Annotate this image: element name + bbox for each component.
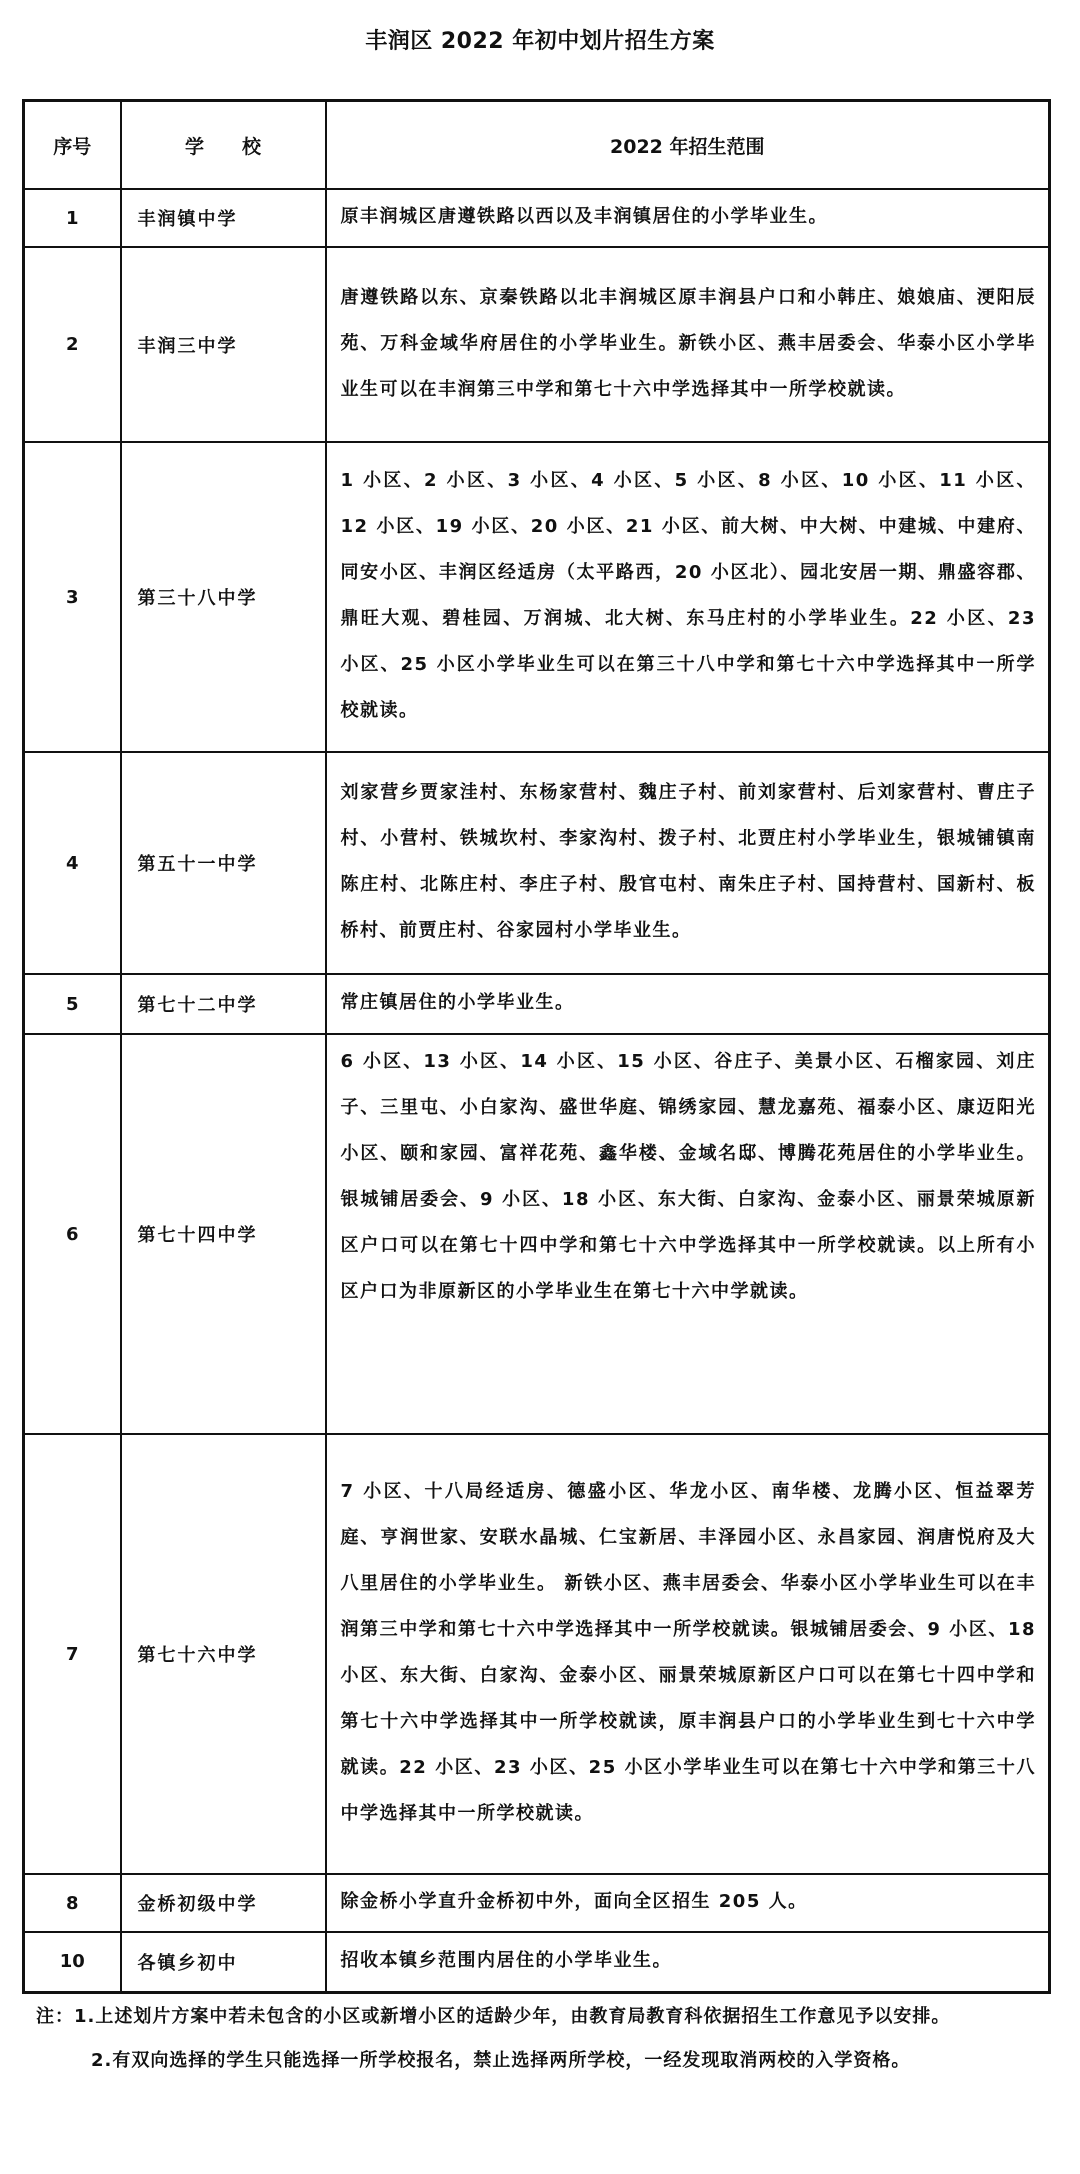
row-index: 4 (24, 752, 121, 974)
row-scope: 常庄镇居住的小学毕业生。 (326, 974, 1050, 1034)
notes-section (36, 1995, 1046, 2083)
row-school: 第七十二中学 (121, 974, 326, 1034)
header-scope: 2022 年招生范围 (326, 101, 1050, 190)
document-title: 丰润区 2022 年初中划片招生方案 (365, 29, 715, 54)
row-scope: 1 小区、2 小区、3 小区、4 小区、5 小区、8 小区、10 小区、11 小区、12 小区、19 小区、20 小区、21 小区、前大树、中大树、中建城、中建府、同安小区、丰润区经适房（太平路西，20 小区北）、园北安居一期、鼎盛容郡、鼎旺大观、碧桂园、万润城、北大树、东马庄村的小学毕业生。22 小区、23 小区、25 小区小学毕业生可以在第三十八中学和第七十六中学选择其中一所学校就读。 (326, 442, 1050, 752)
table-row (24, 1034, 1050, 1434)
row-scope: 6 小区、13 小区、14 小区、15 小区、谷庄子、美景小区、石榴家园、刘庄子、三里屯、小白家沟、盛世华庭、锦绣家园、慧龙嘉苑、福泰小区、康迈阳光小区、颐和家园、富祥花苑、鑫华楼、金域名邸、博腾花苑居住的小学毕业生。银城铺居委会、9 小区、18 小区、东大街、白家沟、金泰小区、丽景荣城原新区户口可以在第七十四中学和第七十六中学选择其中一所学校就读。以上所有小区户口为非原新区的小学毕业生在第七十六中学就读。 (326, 1034, 1050, 1434)
note-2: 2.有双向选择的学生只能选择一所学校报名，禁止选择两所学校，一经发现取消两校的入学资格。 (91, 2050, 911, 2071)
row-school: 第五十一中学 (121, 752, 326, 974)
table-header-row (24, 101, 1050, 190)
row-school: 金桥初级中学 (121, 1874, 326, 1932)
table-row (24, 1932, 1050, 1992)
table-row (24, 442, 1050, 752)
row-school: 第七十六中学 (121, 1434, 326, 1874)
row-index: 10 (24, 1932, 121, 1992)
row-scope: 原丰润城区唐遵铁路以西以及丰润镇居住的小学毕业生。 (326, 189, 1050, 247)
table-row (24, 247, 1050, 442)
note-1: 注：1.上述划片方案中若未包含的小区或新增小区的适龄少年，由教育局教育科依据招生工作意见予以安排。 (36, 2006, 951, 2027)
row-scope: 7 小区、十八局经适房、德盛小区、华龙小区、南华楼、龙腾小区、恒益翠芳庭、亨润世家、安联水晶城、仁宝新居、丰泽园小区、永昌家园、润唐悦府及大八里居住的小学毕业生。 新铁小区、燕丰居委会、华泰小区小学毕业生可以在丰润第三中学和第七十六中学选择其中一所学校就读。银城铺居委会、9 小区、18 小区、东大街、白家沟、金泰小区、丽景荣城原新区户口可以在第七十四中学和第七十六中学选择其中一所学校就读，原丰润县户口的小学毕业生到七十六中学就读。22 小区、23 小区、25 小区小学毕业生可以在第七十六中学和第三十八中学选择其中一所学校就读。 (326, 1434, 1050, 1874)
enrollment-table (22, 99, 1051, 1994)
row-index: 2 (24, 247, 121, 442)
table-row (24, 1874, 1050, 1932)
row-scope: 招收本镇乡范围内居住的小学毕业生。 (326, 1932, 1050, 1992)
row-school: 第七十四中学 (121, 1034, 326, 1434)
table-row (24, 974, 1050, 1034)
table-row (24, 189, 1050, 247)
row-school: 第三十八中学 (121, 442, 326, 752)
header-index: 序号 (24, 101, 121, 190)
row-scope: 唐遵铁路以东、京秦铁路以北丰润城区原丰润县户口和小韩庄、娘娘庙、浭阳辰苑、万科金域华府居住的小学毕业生。新铁小区、燕丰居委会、华泰小区小学毕业生可以在丰润第三中学和第七十六中学选择其中一所学校就读。 (326, 247, 1050, 442)
row-school: 各镇乡初中 (121, 1932, 326, 1992)
row-index: 1 (24, 189, 121, 247)
row-school: 丰润三中学 (121, 247, 326, 442)
row-index: 8 (24, 1874, 121, 1932)
row-index: 7 (24, 1434, 121, 1874)
row-scope: 刘家营乡贾家洼村、东杨家营村、魏庄子村、前刘家营村、后刘家营村、曹庄子村、小营村、铁城坎村、李家沟村、拨子村、北贾庄村小学毕业生，银城铺镇南陈庄村、北陈庄村、李庄子村、殷官屯村、南朱庄子村、国持营村、国新村、板桥村、前贾庄村、谷家园村小学毕业生。 (326, 752, 1050, 974)
row-index: 5 (24, 974, 121, 1034)
row-index: 3 (24, 442, 121, 752)
header-school: 学校 (121, 101, 326, 190)
row-scope: 除金桥小学直升金桥初中外，面向全区招生 205 人。 (326, 1874, 1050, 1932)
table-row (24, 1434, 1050, 1874)
row-school: 丰润镇中学 (121, 189, 326, 247)
table-row (24, 752, 1050, 974)
row-index: 6 (24, 1034, 121, 1434)
